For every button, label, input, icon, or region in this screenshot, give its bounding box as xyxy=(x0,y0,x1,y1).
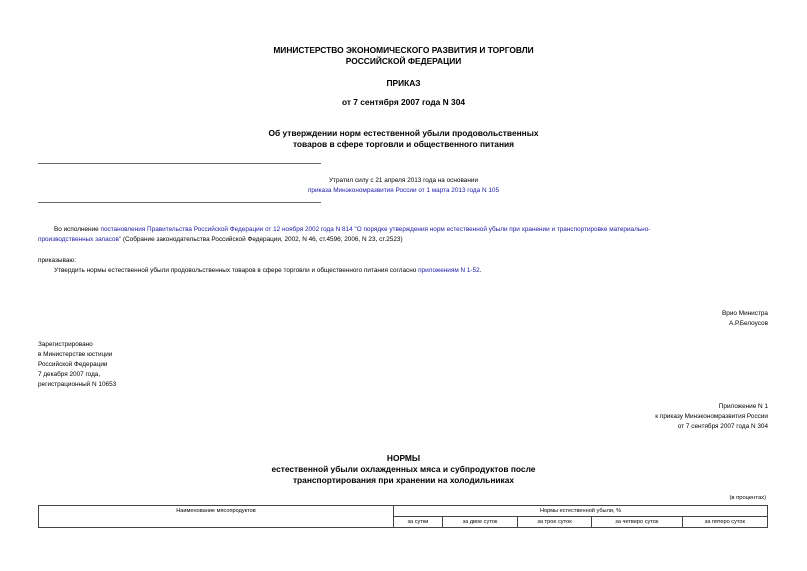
norms-subtitle-line2: транспортирования при хранении на холодильниках xyxy=(292,475,515,485)
divider-bottom xyxy=(38,202,321,203)
appendix-number: Приложение N 1 xyxy=(718,403,768,410)
norms-subtitle: естественной убыли охлажденных мяса и субпродуктов после xyxy=(271,464,536,474)
appendix-date: от 7 сентября 2007 года N 304 xyxy=(677,423,768,430)
government-decree-link-cont[interactable]: производственных запасов" xyxy=(38,236,122,243)
order-word: приказываю: xyxy=(38,257,76,264)
registration-line-1: Зарегистрировано xyxy=(38,341,93,348)
p2-prefix: Утвердить нормы естественной убыли продовольственных товаров в сфере торговли и общественного питания согласно xyxy=(54,267,419,274)
signatory-title: Врио Министра xyxy=(722,310,768,317)
document-subject-line2: товаров в сфере торговли и общественного питания xyxy=(292,139,515,149)
registration-line-3: Российской Федерации xyxy=(38,361,108,368)
units-note: (в процентах) xyxy=(729,495,766,501)
norms-title: НОРМЫ xyxy=(386,453,421,463)
registration-line-4: 7 декабря 2007 года, xyxy=(38,371,101,378)
subheader-4-days: за четверо суток xyxy=(592,517,683,528)
document-date: от 7 сентября 2007 года N 304 xyxy=(341,97,466,107)
document-type: ПРИКАЗ xyxy=(386,78,421,88)
registration-line-5: регистрационный N 10653 xyxy=(38,381,117,388)
government-decree-link[interactable]: постановления Правительства Российской Федерации от 12 ноября 2002 года N 814 "О порядке утверждения норм естественной убыли при хранении и транспортировке материально- xyxy=(100,226,651,233)
column-header-norms: Нормы естественной убыли, % xyxy=(394,506,768,517)
body-paragraph-1 xyxy=(54,225,769,234)
subheader-5-days: за пятеро суток xyxy=(682,517,767,528)
subheader-1-day: за сутки xyxy=(394,517,443,528)
table-header-row xyxy=(39,506,768,517)
body-paragraph-2 xyxy=(54,266,481,275)
registration-line-2: в Министерстве юстиции xyxy=(38,351,113,358)
repeal-order-link[interactable]: приказа Минэкономразвития России от 1 марта 2013 года N 105 xyxy=(307,187,500,194)
body-paragraph-1-cont xyxy=(38,235,403,244)
divider-top xyxy=(38,163,321,164)
signatory-name: А.Р.Белоусов xyxy=(728,320,768,327)
p1-prefix: Во исполнение xyxy=(54,226,101,233)
document-subject: Об утверждении норм естественной убыли продовольственных xyxy=(268,128,539,138)
subheader-3-days: за трое суток xyxy=(517,517,591,528)
p2-suffix: . xyxy=(479,267,482,274)
norms-table xyxy=(38,505,768,528)
subheader-2-days: за двое суток xyxy=(442,517,517,528)
p1-suffix: (Собрание законодательства Российской Федерации, 2002, N 46, ст.4596; 2006, N 23, ст.2523) xyxy=(121,236,403,243)
appendix-reference: к приказу Минэкономразвития России xyxy=(655,413,768,420)
column-header-product: Наименование мясопродуктов xyxy=(39,506,394,528)
appendices-link[interactable]: приложениям N 1-52 xyxy=(418,267,480,274)
ministry-name: МИНИСТЕРСТВО ЭКОНОМИЧЕСКОГО РАЗВИТИЯ И ТОРГОВЛИ xyxy=(273,45,534,55)
status-note: Утратил силу с 21 апреля 2013 года на основании xyxy=(328,177,479,184)
ministry-name-line2: РОССИЙСКОЙ ФЕДЕРАЦИИ xyxy=(345,56,462,66)
